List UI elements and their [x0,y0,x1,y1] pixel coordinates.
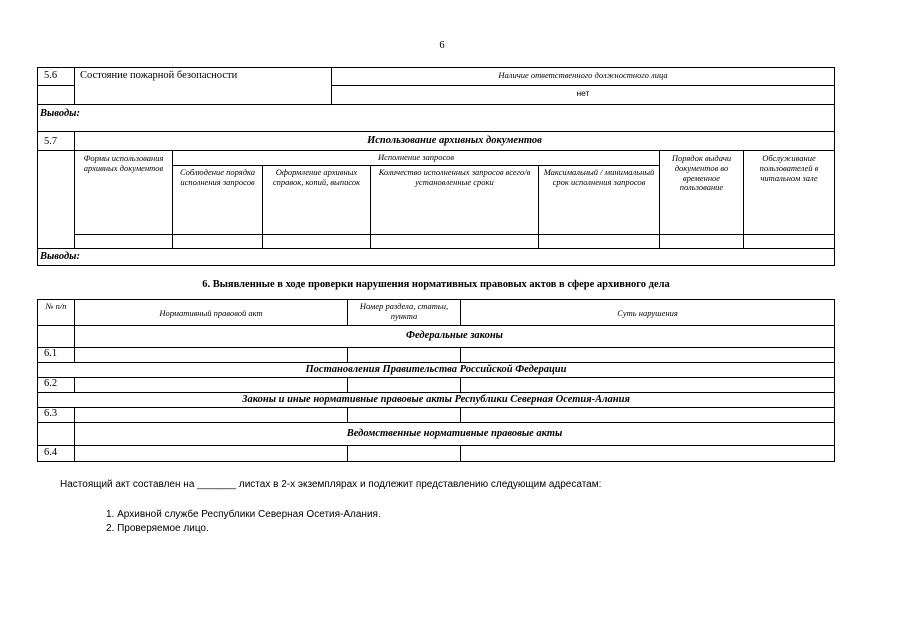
sec57-data-count [370,234,539,249]
footer-statement [60,479,840,491]
sec6-g1-act [74,347,348,363]
page-number: 6 [439,40,445,51]
sec57-data-minmax [538,234,660,249]
conclusions-1-label: Выводы: [40,108,80,119]
sec6-col-act: Нормативный правовой акт [159,308,263,318]
sec57-data-formalization [262,234,371,249]
sec56-label: Состояние пожарной безопасности [80,70,238,81]
sec57-title: Использование архивных документов [367,135,542,146]
sec6-row-num-4: 6.4 [44,447,58,458]
sec57-data-compliance [172,234,263,249]
sec6-g2-section [347,377,461,393]
sec57-col-issue: Порядок выдачи документов во временное пользование [671,153,732,193]
sec57-col-execution: Исполнение запросов [377,152,455,162]
footer-statement-part1: Настоящий акт составлен на [60,479,195,490]
sec6-row-num-2: 6.2 [44,378,58,389]
recipient-1: 1. Архивной службе Республики Северная Осетия-Алания. [106,509,381,520]
sec57-sub-formalization: Оформление архивных справок, копий, выписок [272,167,361,187]
sec6-g3-section [347,407,461,423]
sec6-g1-section [347,347,461,363]
sec6-g2-act [74,377,348,393]
sec6-row-num-3: 6.3 [44,408,58,419]
sec6-title: 6. Выявленные в ходе проверки нарушения нормативных правовых актов в сфере архивного дела [202,279,670,290]
sec6-g2-essence [460,377,835,393]
sec6-g1-left-cell [37,325,75,348]
sec57-col-service: Обслуживание пользователей в читальном зале [759,153,819,183]
sec6-group-title-3: Законы и иные нормативные правовые акты Республики Северная Осетия-Алания [242,394,630,405]
sec6-g3-act [74,407,348,423]
sec57-sub-compliance: Соблюдение порядка исполнения запросов [179,167,256,187]
sec57-col-forms: Формы использования архивных документов [83,153,164,173]
sec6-col-section: Номер раздела, статьи, пункта [359,301,449,321]
sec57-left-cell [37,150,75,249]
sec57-sub-count: Количество исполненных запросов всего/в установленные сроки [378,167,531,187]
sec6-group-title-2: Постановления Правительства Российской Федерации [305,364,567,375]
sec6-g4-act [74,445,348,462]
sec56-value: нет [576,88,590,98]
sec6-g4-left-cell [37,422,75,446]
sec57-data-service [743,234,835,249]
sec6-g4-essence [460,445,835,462]
sec57-sub-minmax: Максимальный / минимальный срок исполнения запросов [543,167,655,187]
conclusions-1-cell [37,104,835,132]
sec56-num-lower-cell [37,85,75,105]
sec57-num: 5.7 [44,136,58,147]
conclusions-2-label: Выводы: [40,251,80,262]
sec6-group-title-4: Ведомственные нормативные правовые акты [346,428,563,439]
footer-statement-part2: листах в 2-х экземплярах и подлежит представлению следующим адресатам: [238,479,602,490]
sec6-col-essence: Суть нарушения [617,308,678,318]
sec6-g4-section [347,445,461,462]
sec6-row-num-1: 6.1 [44,348,58,359]
sec6-g1-essence [460,347,835,363]
sec6-g3-essence [460,407,835,423]
sec57-data-forms [74,234,173,249]
sec56-header: Наличие ответственного должностного лица [498,70,668,80]
sec57-data-issue [659,234,744,249]
sec56-num: 5.6 [44,70,58,81]
sec6-group-title-1: Федеральные законы [406,330,503,341]
sec6-col-num: № п/п [45,301,67,311]
conclusions-2-cell [37,248,835,266]
recipient-2: 2. Проверяемое лицо. [106,523,209,534]
footer-statement-blank: _______ [197,479,237,490]
